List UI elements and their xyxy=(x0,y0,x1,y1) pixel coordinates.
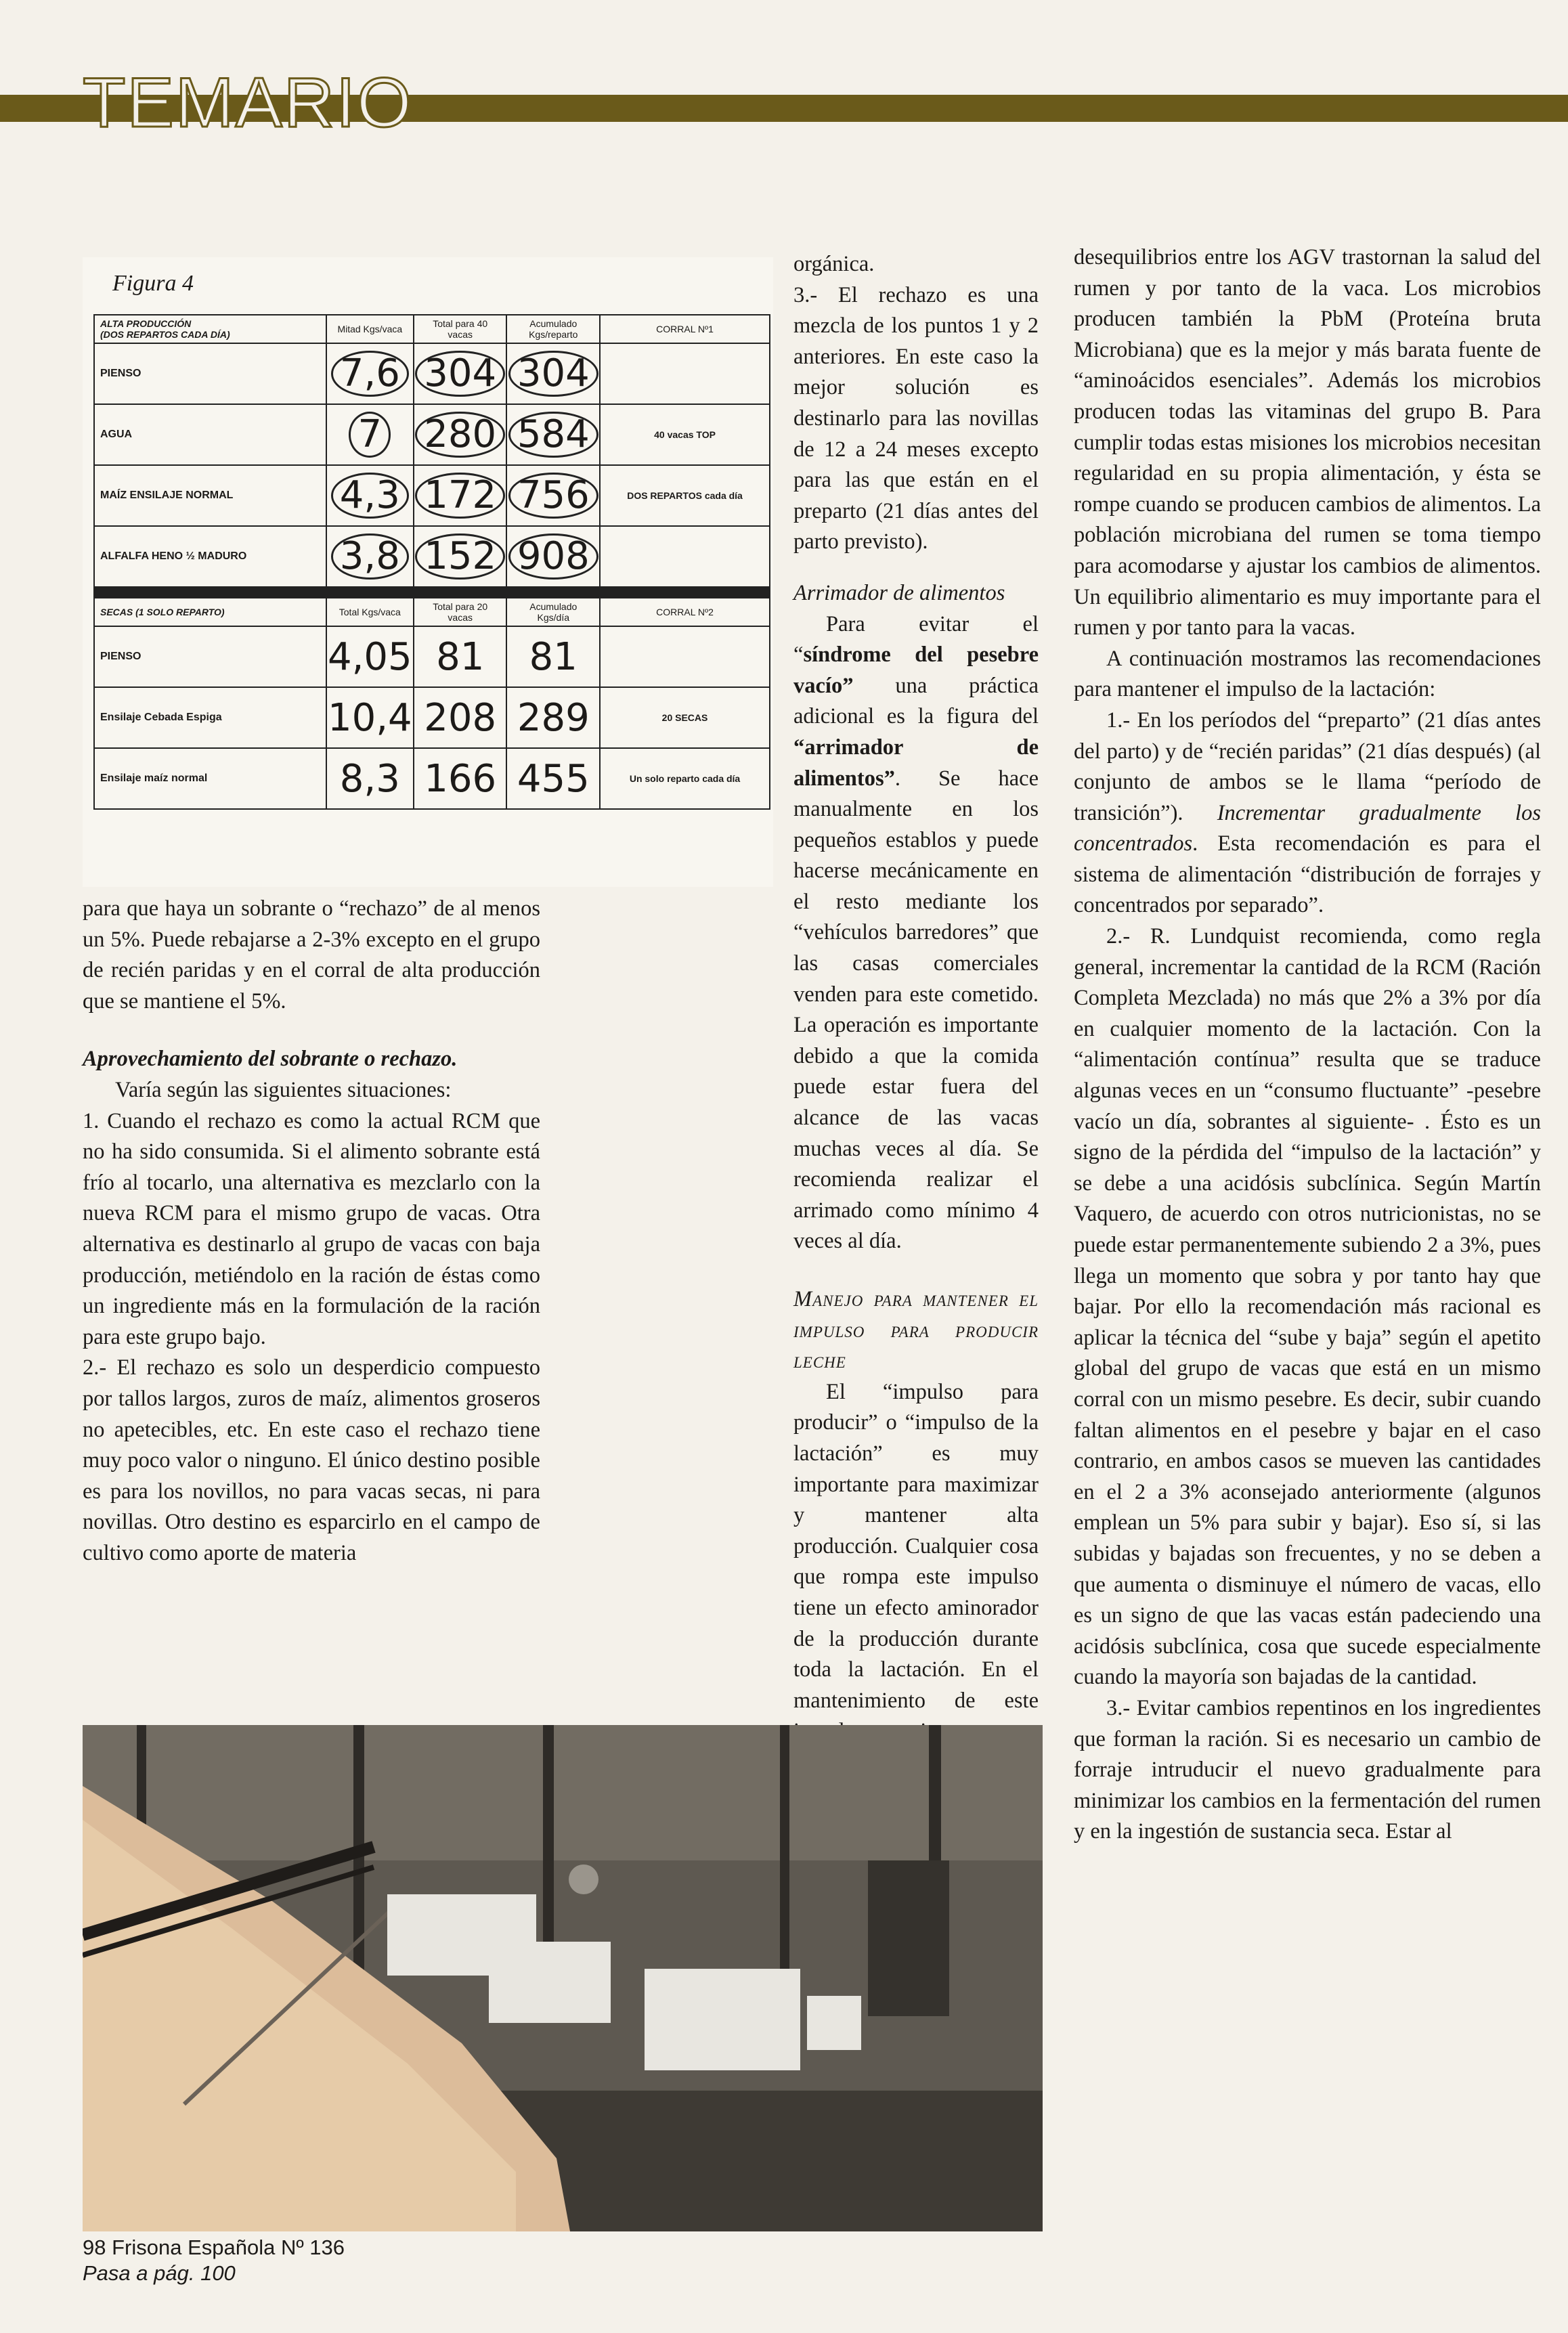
warehouse-photo xyxy=(83,1725,1043,2231)
table-cell: 7,6 xyxy=(331,351,409,397)
text-run: . Se hace manualmente en los pequeños establos y puede hacerse mecánicamente en el resto mediante los “vehículos barredores” que las casas comerciales venden para este cometido. La operación es importante debido a que la comida puede estar fuera del alcance de las vacas muchas veces al día. Se recomienda realizar el arrimado como mínimo 4 veces al día. xyxy=(793,766,1039,1254)
table-row-label: MAÍZ ENSILAJE NORMAL xyxy=(94,465,326,526)
subheading: Arrimador de alimentos xyxy=(793,580,1005,605)
table-cell: 304 xyxy=(508,351,598,397)
paragraph: Varía según las siguientes situaciones: xyxy=(115,1077,452,1102)
group1-col2-header: Total para 40 vacas xyxy=(414,315,507,343)
table-cell: 10,4 xyxy=(326,687,414,748)
group1-side-bottom: DOS REPARTOS cada día xyxy=(600,465,770,526)
paragraph: A continuación mostramos las recomendaciones para mantener el impulso de la lactación: xyxy=(1074,646,1541,702)
table-row-label: AGUA xyxy=(94,404,326,465)
text-run: síndrome del pesebre vacío” xyxy=(793,642,1039,698)
group1-col1-header: Mitad Kgs/vaca xyxy=(326,315,414,343)
table-cell: 908 xyxy=(508,533,598,580)
group1-col3-header: Acumulado Kgs/reparto xyxy=(506,315,600,343)
group1-subtitle: (DOS REPARTOS CADA DÍA) xyxy=(100,329,230,340)
column-1 xyxy=(83,894,540,1569)
group2-col3-header: Acumulado Kgs/día xyxy=(506,598,600,626)
figure-caption: Figura 4 xyxy=(112,271,194,296)
table-cell: 152 xyxy=(415,533,505,580)
table-cell: 455 xyxy=(506,748,600,809)
table-cell: 172 xyxy=(415,473,505,519)
paragraph: 1. Cuando el rechazo es como la actual RCM que no ha sido consumida. Si el alimento sobrante está frío al tocarlo, una alternativa es mezclarlo con la nueva RCM para el mismo grupo de vacas. Otra alternativa es destinarlo al grupo de vacas con baja producción, metiéndolo en la ración de éstas como un ingrediente más en la formulación de la ración para este grupo bajo. xyxy=(83,1108,540,1349)
group1-title: ALTA PRODUCCIÓN xyxy=(100,318,192,329)
paragraph: El “impulso para producir” o “impulso de la lactación” es muy importante para maximizar y mantener alta producción. Cualquier cosa que rompa este impulso tiene un efecto aminorador de la producción durante toda la lactación. En el mantenimiento de este xyxy=(793,1379,1039,1713)
paragraph: 3.- Evitar cambios repentinos en los ingredientes que forman la ración. Si es necesario un cambio de forraje intruducir el nuevo gradualmente para minimizar los cambios en la fermentación del rumen y en la ingestión de sustancia seca. Estar al xyxy=(1074,1695,1541,1844)
table-cell: 304 xyxy=(415,351,505,397)
text-run: Para evitar el “ xyxy=(793,611,1039,668)
table-cell: 4,3 xyxy=(331,473,409,519)
table-cell: 4,05 xyxy=(326,626,414,687)
table-cell: 584 xyxy=(508,412,598,458)
paragraph: 3.- El rechazo es una mezcla de los puntos 1 y 2 anteriores. En este caso la mejor solución es destinarlo para las novillas de 12 a 24 meses excepto para las que están en el preparto (21 días antes del parto previsto). xyxy=(793,282,1039,554)
section-title: TEMARIO xyxy=(83,64,413,142)
group1-corral: CORRAL Nº1 xyxy=(600,315,770,343)
text-run: una práctica adicional es la figura del xyxy=(793,673,1039,729)
subheading: Aprovechamiento del sobrante o rechazo. xyxy=(83,1047,458,1072)
paragraph: orgánica. xyxy=(793,252,875,276)
text-run: “arrimador de alimentos” xyxy=(793,735,1039,791)
figure-table xyxy=(93,314,770,810)
table-cell: 280 xyxy=(415,412,505,458)
text-run: 1.- En los períodos del “preparto” (21 días antes del parto) y de “recién paridas” (21 días después) (al conjunto de ambos se le llama “período de transición”). xyxy=(1074,707,1541,825)
subheading: Manejo para mantener el impulso para producir leche xyxy=(793,1287,1039,1374)
figure-4 xyxy=(83,257,773,887)
text-run: Incrementar gradualmente los concentrados xyxy=(1074,800,1541,856)
table-cell: 289 xyxy=(506,687,600,748)
photo-illustration xyxy=(83,1725,1043,2231)
table-cell: 81 xyxy=(506,626,600,687)
table-cell: 3,8 xyxy=(331,533,409,580)
group2-title: SECAS (1 SOLO REPARTO) xyxy=(94,598,326,626)
table-cell: 81 xyxy=(414,626,507,687)
group2-side-top: 20 SECAS xyxy=(600,687,770,748)
table-cell: 166 xyxy=(414,748,507,809)
text-run: . Esta recomendación es para el sistema de alimentación “distribución de forrajes y concentrados por separado”. xyxy=(1074,831,1541,918)
column-3 xyxy=(1074,242,1541,1848)
paragraph: 2.- El rechazo es solo un desperdicio compuesto por tallos largos, zuros de maíz, alimentos groseros no apetecibles, etc. En este caso el rechazo tiene muy poco valor o ninguno. El único destino posible es para los novillos, no para vacas secas, ni para novillas. Otro destino es esparcirlo en el campo de cultivo como aporte de materia xyxy=(83,1355,540,1565)
table-row-label: Ensilaje maíz normal xyxy=(94,748,326,809)
table-cell: 756 xyxy=(508,473,598,519)
table-row-label: ALFALFA HENO ½ MADURO xyxy=(94,526,326,587)
group1-side-top: 40 vacas TOP xyxy=(600,404,770,465)
paragraph: para que haya un sobrante o “rechazo” de al menos un 5%. Puede rebajarse a 2-3% excepto en el grupo de recién paridas y en el corral de alta producción que se mantiene el 5%. xyxy=(83,896,540,1013)
table-cell: 208 xyxy=(414,687,507,748)
paragraph: 2.- R. Lundquist recomienda, como regla general, incrementar la cantidad de la RCM (Ración Completa Mezclada) no más que 2% a 3% por día en cualquier momento de la lactación. Con la “alimentación contínua” resulta que se traduce algunas veces en un “consumo fluctuante” -pesebre vacío un día, sobrantes al siguiente- . Ésto es un signo de la pérdida del “impulso de la lactación” y se debe a una acidósis subclínica. Según Martín Vaquero, de acuerdo con otros nutricionistas, no se puede estar permanentemente subiendo 2 a 3%, pues llega un momento que sobra y por tanto hay que bajar. Por ello la recomendación más racional es aplicar la técnica del “sube y baja” según el apetito global del grupo de vacas que está en un mismo corral con un mismo pesebre. Es decir, subir cuando faltan alimentos en el pesebre y bajar en el caso contrario, en ambos casos se mueven las cantidades en el 2 a 3% aconsejado anteriormente (algunos emplean un 5% para subir y bajar). Eso sí, si las subidas y bajadas son frecuentes, y no se deben a que aumenta o disminuye el número de vacas, ello es un signo de que las vacas están padeciendo una acidósis subclínica, cosa que sucede especialmente cuando la mayoría son bajadas de la cantidad. xyxy=(1074,924,1541,1690)
group2-col2-header: Total para 20 vacas xyxy=(414,598,507,626)
group2-corral: CORRAL Nº2 xyxy=(600,598,770,626)
table-cell: 8,3 xyxy=(326,748,414,809)
table-cell: 7 xyxy=(349,412,391,458)
table-row-label: PIENSO xyxy=(94,343,326,404)
group2-side-bottom: Un solo reparto cada día xyxy=(600,748,770,809)
continue-note: Pasa a pág. 100 xyxy=(83,2261,236,2285)
page-footer: 98 Frisona Española Nº 136 xyxy=(83,2236,345,2259)
paragraph: desequilibrios entre los AGV trastornan la salud del rumen y por tanto de la vaca. Los microbios producen también la PbM (Proteína bruta Microbiana) que es la mejor y más barata fuente de “aminoácidos esenciales”. Además los microbios producen todas las vitaminas del grupo B. Para cumplir todas estas misiones los microbios necesitan regularidad en su propia alimentación, y ésta se rompe cuando se producen cambios de alimentos. La población microbiana del rumen se toma tiempo para acomodarse y ajustar los cambios de alimentos. Un equilibrio alimentario es muy importante para el rumen y por tanto para la vacas. xyxy=(1074,245,1541,640)
table-row-label: Ensilaje Cebada Espiga xyxy=(94,687,326,748)
group2-col1-header: Total Kgs/vaca xyxy=(326,598,414,626)
table-row-label: PIENSO xyxy=(94,626,326,687)
